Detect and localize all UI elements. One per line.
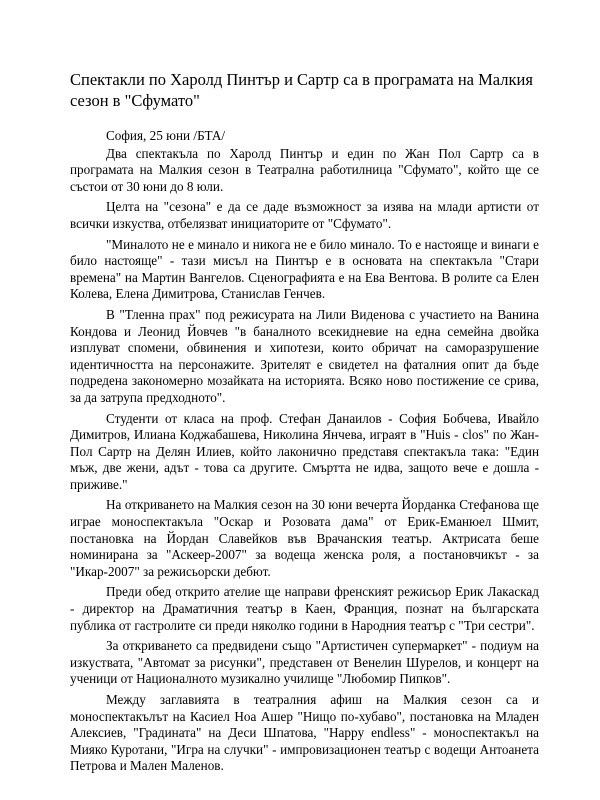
dateline: София, 25 юни /БТА/ xyxy=(106,128,226,143)
paragraph-opening-night: На откриването на Малкия сезон на 30 юни вечерта Йорданка Стефанова ще играе моноспектакъла "Оскар и Розовата дама" от Ерик-Еманюел Шмит, постановка на Йордан Славейков във Врачанския театър. Актрисата беше номинирана за "Аскеер-2007" за водеща женска роля, а постановчикът - за "Икар-2007" за режисьорски дебют. xyxy=(70,497,539,579)
paragraph-open-atelier: Преди обед открито ателие ще направи френският режисьор Ерик Лакаскад - директор на Драматичния театър в Каен, Франция, познат на българската публика от гастролите си преди няколко години в Народния театър с "Три сестри". xyxy=(70,584,539,633)
paragraph-program: Два спектакъла по Харолд Пинтър и един по Жан Пол Сартр са в програмата на Малкия сезон в Театрална работилница "Сфумато", който ще се състои от 30 юни до 8 юли. xyxy=(70,145,539,194)
paragraph-repertoire: Между заглавията в театралния афиш на Малкия сезон са и моноспектакълът на Касиел Ноа Ашер "Нищо по-хубаво", постановка на Младен Алексиев, "Градината" на Деси Шпатова, "Happy endless" - моноспектакъл на Мияко Куротани, "Игра на случки" - импровизационен театър с водещи Антоанета Петрова и Мален Маленов. xyxy=(70,692,539,774)
paragraph-old-times: "Миналото не е минало и никога не е било минало. То е настояще и винаги е било настояще" - тази мисъл на Пинтър е в основата на спектакъла "Стари времена" на Мартин Вангелов. Сценографията е на Ева Вентова. В ролите са Елен Колева, Елена Димитрова, Станислав Генчев. xyxy=(70,236,539,302)
article-body xyxy=(70,128,539,779)
article-title: Спектакли по Харолд Пинтър и Сартр са в програмата на Малкия сезон в "Сфумато" xyxy=(70,70,533,110)
paragraph-opening-events: За откриването са предвидени също "Артистичен супермаркет" - подиум на изкуствата, "Автомат за рисунки", представен от Венелин Шурелов, и концерт на ученици от Националното музикално училище "Любомир Пипков". xyxy=(70,638,539,687)
paragraph-huis-clos: Студенти от класа на проф. Стефан Данаилов - София Бобчева, Ивайло Димитров, Илиана Коджабашева, Николина Янчева, играят в "Huis - clos" по Жан-Пол Сартр на Делян Илиев, който лаконично представя спектакъла така: "Един мъж, две жени, адът - това са другите. Смъртта не идва, защото вече е дошла - приживе." xyxy=(70,410,539,492)
paragraph-goal: Целта на "сезона" е да се даде възможност за изява на млади артисти от всички изкуства, отбелязват инициаторите от "Сфумато". xyxy=(70,199,539,231)
paragraph-mortal-dust: В "Тленна прах" под режисурата на Лили Виденова с участието на Ванина Кондова и Леонид Йовчев "в баналното всекидневие на една семейна двойка изплуват спомени, обвинения и хипотези, които обричат на саморазрушение идентичността на персонажите. Зрителят е свидетел на фаталния опит да бъде подредена закономерно мозайката на историята. Всяко ново постижение се срива, за да затрупа предходното". xyxy=(70,306,539,405)
